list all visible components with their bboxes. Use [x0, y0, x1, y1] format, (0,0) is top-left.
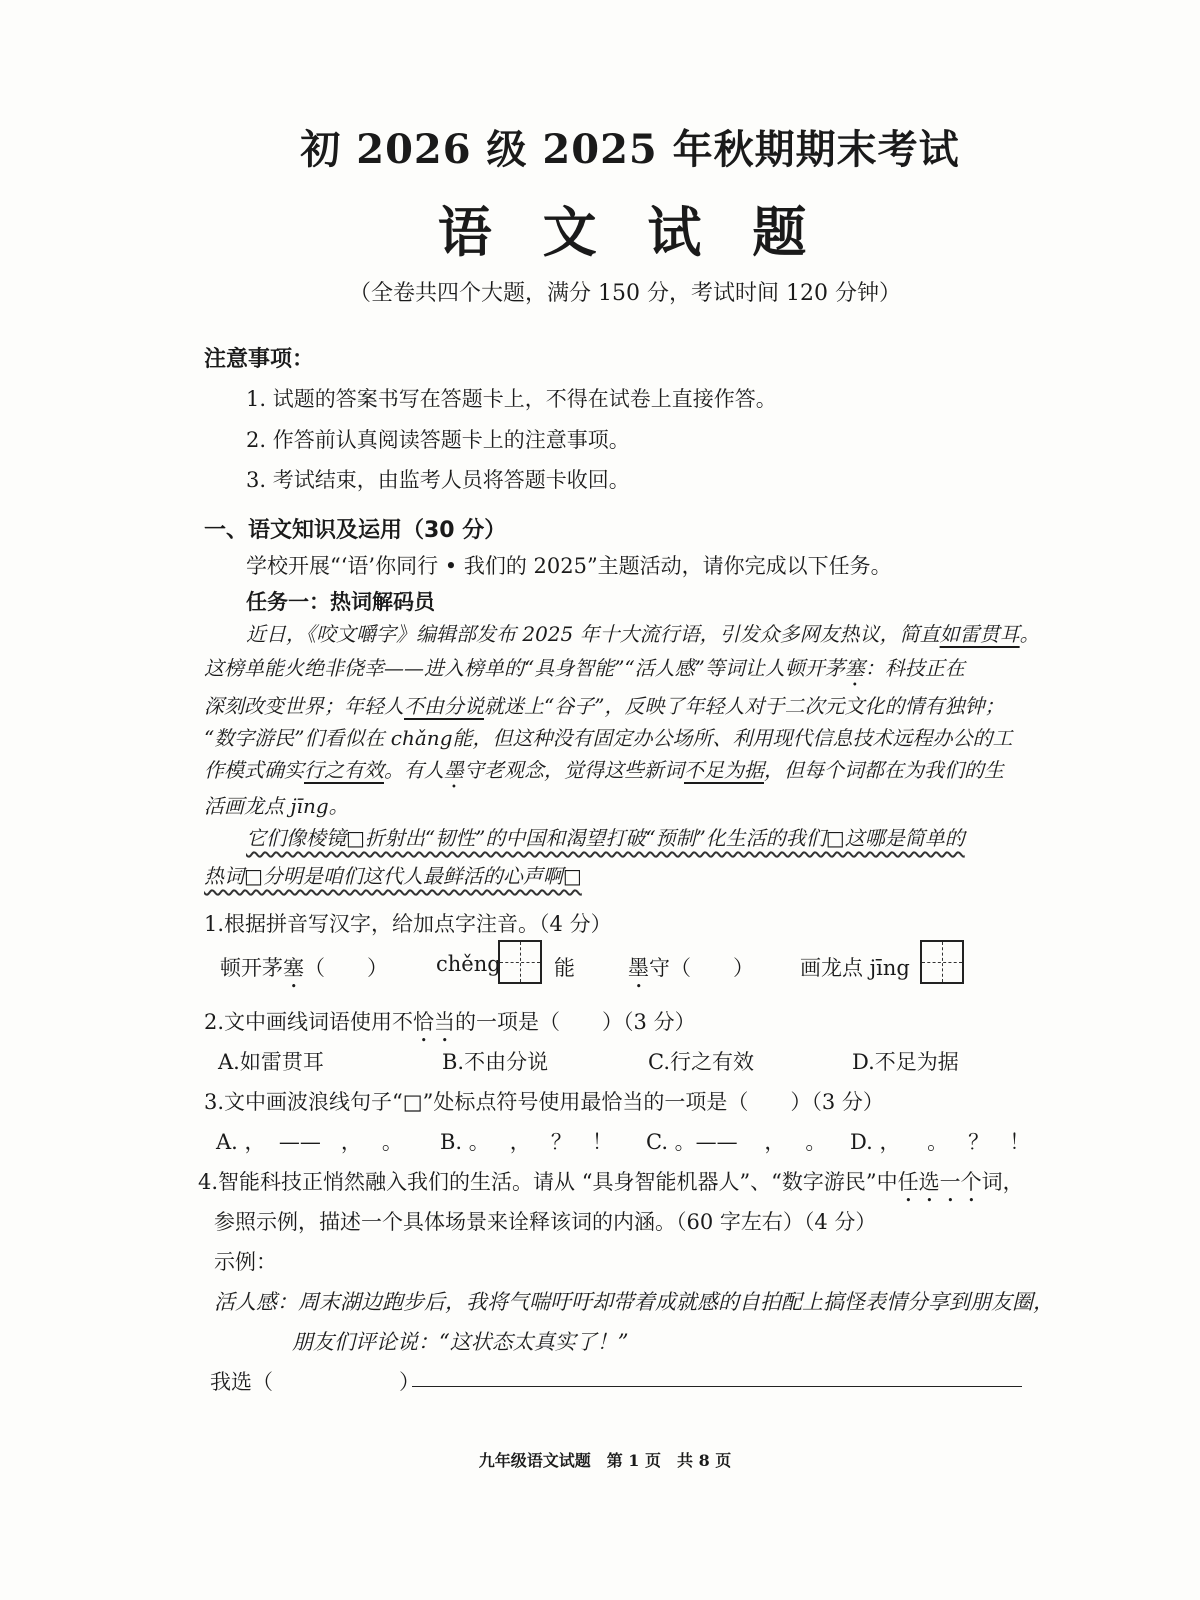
q1-item-b-pinyin: chěng [436, 952, 501, 976]
passage-text: 守老观念，觉得这些新词 [464, 758, 684, 782]
example-label: 示例： [214, 1250, 277, 1274]
answer-box[interactable] [920, 940, 964, 984]
q1-item-d: 画龙点 jīng [800, 956, 910, 980]
passage-text: 深刻改变世界；年轻人 [204, 694, 404, 718]
q2-option-b: B.不由分说 [442, 1050, 549, 1074]
passage-text: ，但每个词都在为我们的生 [764, 758, 1004, 782]
passage-text: 就迷上“谷子”，反映了年轻人对于二次元文化的情有独钟； [484, 694, 1005, 718]
q1-item-a [220, 952, 388, 993]
q1-text: 顿开茅 [220, 956, 283, 980]
question-2-stem [204, 1006, 696, 1047]
passage-text: 作模式确实 [204, 758, 304, 782]
q2-option-d: D.不足为据 [852, 1050, 959, 1074]
answer-box[interactable] [498, 940, 542, 984]
exam-title: 初 2026 级 2025 年秋期期末考试 [300, 126, 960, 173]
q2-text: 2.文中画线词语使用不 [204, 1010, 414, 1034]
passage-line-wavy: 热词□分明是咱们这代人最鲜活的心声啊□ [204, 864, 582, 888]
notice-item: 2. 作答前认真阅读答题卡上的注意事项。 [246, 428, 630, 452]
passage-text: 近日，《咬文嚼字》编辑部发布 2025 年十大流行语，引发众多网友热议，简直 [246, 622, 940, 646]
dotted-text: 任选一个 [897, 1170, 982, 1194]
question-1-stem: 1.根据拼音写汉字，给加点字注音。（4 分） [204, 912, 612, 936]
underlined-word: 不由分说 [404, 694, 484, 718]
dotted-text: 恰当 [413, 1010, 456, 1034]
q3-option-c: C. 。—— ， 。 [646, 1130, 827, 1154]
example-line: 朋友们评论说：“这状态太真实了！” [292, 1330, 629, 1354]
q2-text: 的一项是（ ）（3 分） [455, 1010, 696, 1034]
q3-option-b: B. 。 ， ？ ！ [440, 1130, 613, 1154]
passage-line [204, 652, 965, 691]
exam-info: （全卷共四个大题，满分 150 分，考试时间 120 分钟） [349, 281, 901, 306]
passage-line: “数字游民”们看似在 chǎng能，但这种没有固定办公场所、利用现代信息技术远程办公的工 [204, 726, 1013, 750]
choose-label: 我选（ ） [210, 1370, 420, 1394]
notice-item: 3. 考试结束，由监考人员将答题卡收回。 [246, 468, 630, 492]
dotted-char: 塞 [844, 656, 865, 680]
section-intro: 学校开展“‘语’你同行 • 我们的 2025”主题活动，请你完成以下任务。 [246, 554, 892, 578]
q1-text: 守 [649, 956, 670, 980]
task-heading: 任务一：热词解码员 [246, 590, 435, 614]
q2-option-a: A.如雷贯耳 [218, 1050, 324, 1074]
notice-heading: 注意事项： [204, 347, 315, 372]
answer-paren: （ ） [670, 956, 754, 980]
underlined-word: 如雷贯耳 [939, 622, 1020, 646]
passage-line [204, 690, 1004, 719]
answer-paren: （ ） [304, 956, 388, 980]
question-4-stem-2: 参照示例，描述一个具体场景来诠释该词的内涵。（60 字左右）（4 分） [214, 1210, 877, 1234]
notice-item: 1. 试题的答案书写在答题卡上，不得在试卷上直接作答。 [246, 387, 777, 411]
dotted-char: 墨 [444, 758, 464, 782]
passage-line: 活画龙点 jīng。 [204, 794, 349, 818]
example-line: 活人感：周末湖边跑步后，我将气喘吁吁却带着成就感的自拍配上搞怪表情分享到朋友圈， [214, 1290, 1054, 1314]
q3-option-d: D. ， 。 ？ ！ [850, 1130, 1031, 1154]
exam-subtitle: 语 文 试 题 [437, 200, 823, 264]
passage-text: 这榜单能火绝非侥幸——进入榜单的“具身智能”“活人感”等词让人顿开茅 [204, 656, 845, 680]
question-4-stem [198, 1166, 1024, 1207]
question-3-stem: 3.文中画波浪线句子“□”处标点符号使用最恰当的一项是（ ）（3 分） [204, 1090, 884, 1114]
q4-text: 词， [981, 1170, 1024, 1194]
passage-text: ：科技正在 [864, 656, 965, 680]
answer-line[interactable] [412, 1386, 1022, 1387]
underlined-word: 不足为据 [684, 758, 764, 782]
passage-text: 。 [1019, 622, 1040, 646]
dotted-char: 墨 [628, 956, 649, 980]
dotted-char: 塞 [283, 956, 304, 980]
q4-text: 4.智能科技正悄然融入我们的生活。请从 “具身智能机器人”、“数字游民”中 [198, 1170, 898, 1194]
passage-line [246, 618, 1040, 647]
underlined-word: 行之有效 [304, 758, 384, 782]
passage-line [204, 754, 1004, 793]
passage-text: 。有人 [384, 758, 444, 782]
q3-option-a: A. ， —— ， 。 [216, 1130, 403, 1154]
section-heading: 一、语文知识及运用（30 分） [204, 518, 507, 543]
q1-item-b-suffix: 能 [554, 956, 575, 980]
q2-option-c: C.行之有效 [648, 1050, 754, 1074]
q1-item-c [628, 952, 754, 993]
passage-line-wavy: 它们像棱镜□折射出“韧性”的中国和渴望打破“预制”化生活的我们□这哪是简单的 [246, 826, 965, 850]
page-footer: 九年级语文试题 第 1 页 共 8 页 [478, 1451, 732, 1470]
